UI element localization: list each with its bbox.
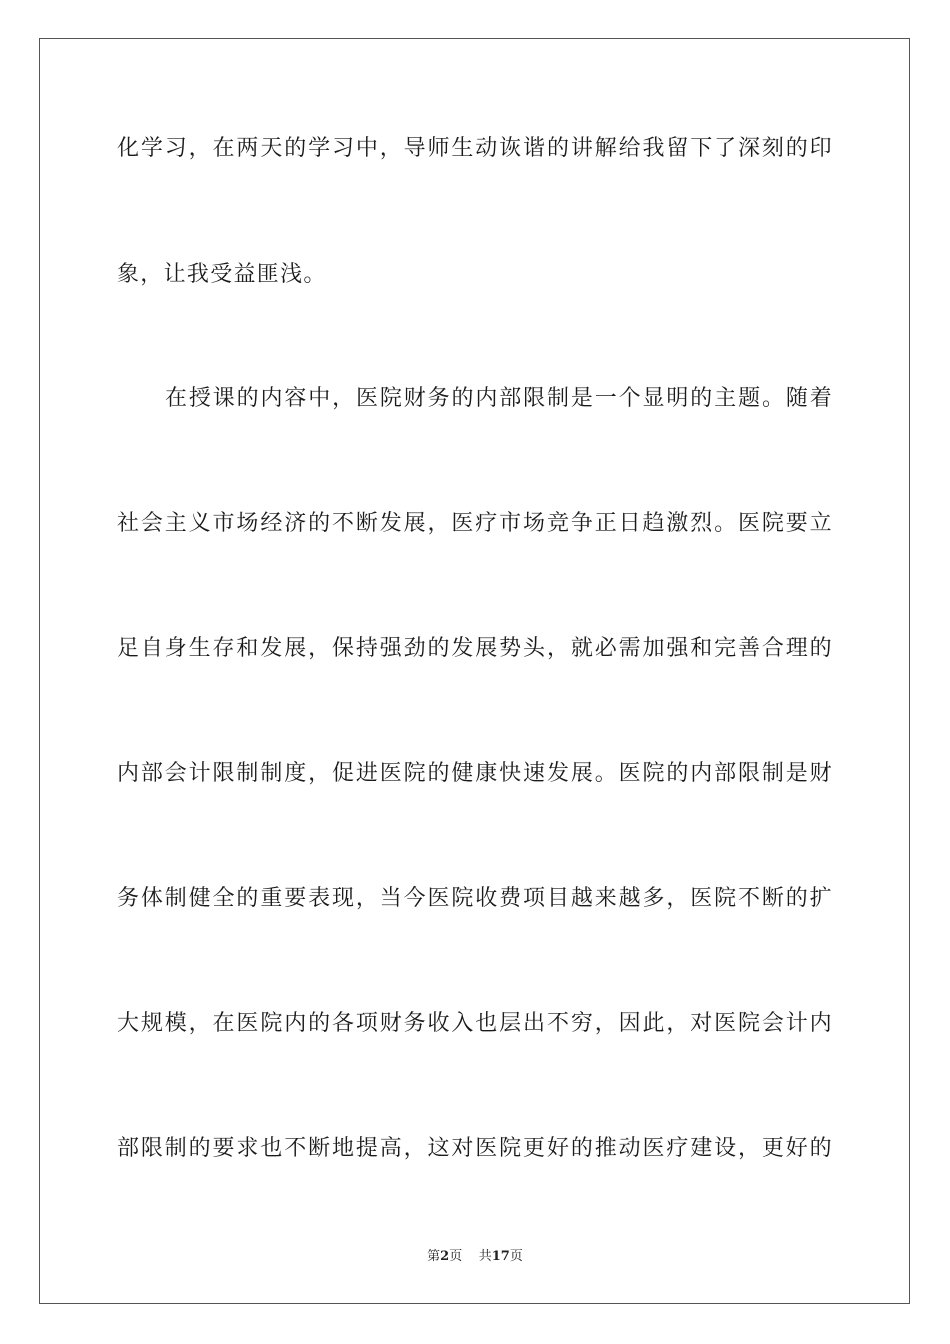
text-line-3: 在授课的内容中，医院财务的内部限制是一个显明的主题。随着 [165,386,833,411]
page-prefix: 第 [427,1249,441,1264]
page-footer [0,1248,950,1266]
text-line-6: 内部会计限制制度，促进医院的健康快速发展。医院的内部限制是财 [117,761,833,786]
text-line-5: 足自身生存和发展，保持强劲的发展势头，就必需加强和完善合理的 [117,636,833,661]
text-line-8: 大规模，在医院内的各项财务收入也层出不穷，因此，对医院会计内 [117,1011,833,1036]
page-number: 2 [440,1249,450,1264]
total-pages: 17 [491,1249,510,1264]
text-line-7: 务体制健全的重要表现，当今医院收费项目越来越多，医院不断的扩 [117,886,833,911]
total-prefix: 共 [478,1249,492,1264]
page-border [39,38,910,1304]
text-line-1: 化学习，在两天的学习中，导师生动诙谐的讲解给我留下了深刻的印 [117,136,833,161]
page-suffix: 页 [449,1249,463,1264]
text-line-9: 部限制的要求也不断地提高，这对医院更好的推动医疗建设，更好的 [117,1136,833,1161]
total-suffix: 页 [509,1249,523,1264]
text-line-4: 社会主义市场经济的不断发展，医疗市场竞争正日趋激烈。医院要立 [117,511,833,536]
text-line-2: 象，让我受益匪浅。 [117,262,327,287]
